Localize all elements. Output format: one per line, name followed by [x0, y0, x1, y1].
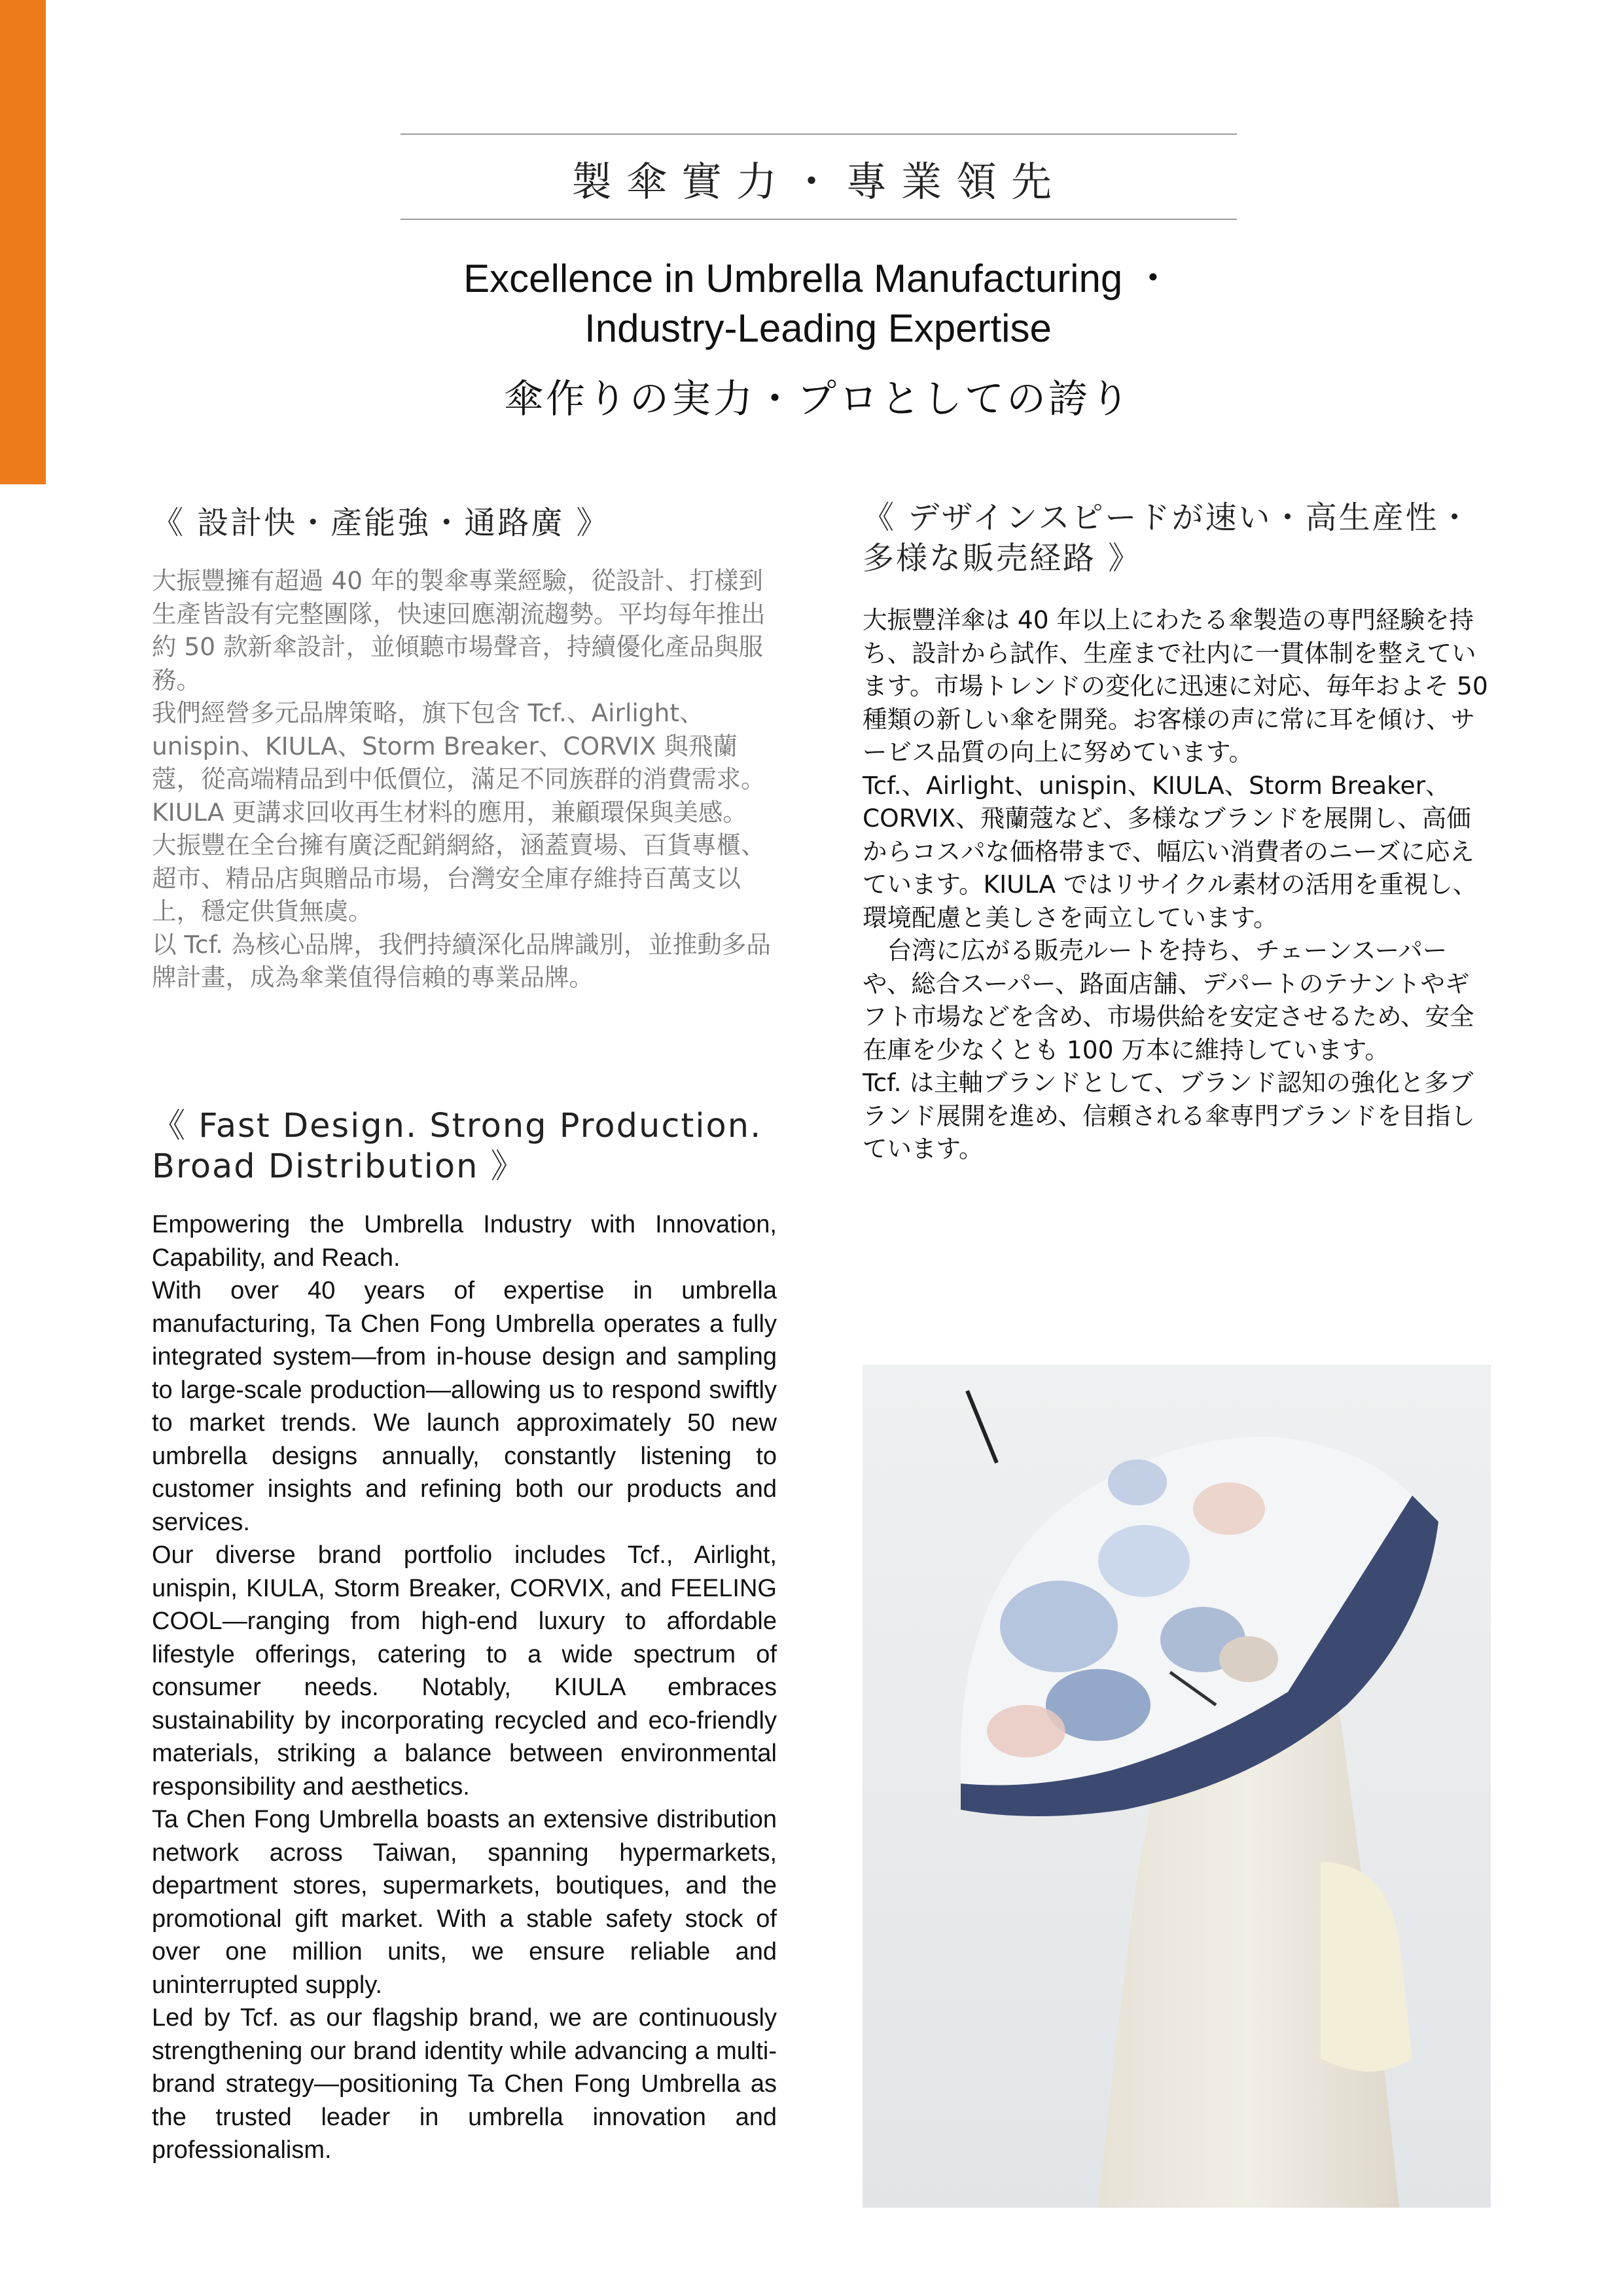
section-heading-zh: 《 設計快・產能強・通路廣 》 [152, 505, 610, 541]
paragraph-en: Ta Chen Fong Umbrella boasts an extensive distribution network across Taiwan, spanning hypermarkets, department stores, supermarkets, boutiques, and the promotional gift market. With a stable safety stock of over one million units, we ensure reliable and uninterrupted supply. [152, 1806, 777, 1999]
page-title-en [366, 254, 1270, 353]
paragraph-en: Our diverse brand portfolio includes Tcf., Airlight, unispin, KIULA, Storm Breaker, CORVIX, and FEELING COOL—ranging from high-end luxury to affordable lifestyle offerings, catering to a wide spectrum of consumer needs. Notably, KIULA embraces sustainability by incorporating recycled and eco-friendly materials, striking a balance between environmental responsibility and aesthetics. [152, 1541, 777, 1801]
title-rule-top [401, 134, 1237, 135]
umbrella-illustration [863, 1365, 1491, 2208]
section-body-zh [152, 564, 777, 994]
umbrella-product-photo [863, 1365, 1491, 2208]
paragraph-en: With over 40 years of expertise in umbrella manufacturing, Ta Chen Fong Umbrella operates a fully integrated system—from in-house design and sampling to large-scale production—allowing us to respond swiftly to market trends. We launch approximately 50 new umbrella designs annually, constantly listening to customer insights and refining both our products and services. [152, 1277, 777, 1536]
page-title-zh: 製傘實力・專業領先 [571, 158, 1066, 206]
paragraph-jp: Tcf. は主軸ブランドとして、ブランド認知の強化と多ブランド展開を進め、信頼される傘専門ブランドを目指しています。 [863, 1068, 1475, 1163]
paragraph-jp: 大振豐洋傘は 40 年以上にわたる傘製造の専門経験を持ち、設計から試作、生産まで社内に一貫体制を整えています。市場トレンドの変化に迅速に対応、毎年およそ 50 種類の新しい傘を開発。お客様の声に常に耳を傾け、サービス品質の向上に努めています。 [863, 605, 1488, 766]
paragraph-zh: 以 Tcf. 為核心品牌，我們持續深化品牌識別，並推動多品牌計畫，成為傘業值得信賴的專業品牌。 [152, 929, 771, 992]
title-rule-bottom [401, 219, 1237, 220]
page-title-jp: 傘作りの実力・プロとしての誇り [504, 376, 1132, 422]
section-body-en [152, 1208, 777, 2167]
paragraph-jp: Tcf.、Airlight、unispin、KIULA、Storm Breaker、CORVIX、飛蘭蔻など、多様なブランドを展開し、高価からコスパな価格帯まで、幅広い消費者のニーズに応えています。KIULA ではリサイクル素材の活用を重視し、環境配慮と美しさを両立しています。 [863, 770, 1478, 932]
paragraph-zh: 大振豐擁有超過 40 年的製傘專業經驗，從設計、打樣到生產皆設有完整團隊，快速回應潮流趨勢。平均每年推出約 50 款新傘設計，並傾聽市場聲音，持續優化產品與服務。 [152, 566, 766, 694]
section-heading-jp: 《 デザインスピードが速い・高生産性・多様な販売経路 》 [863, 499, 1472, 577]
paragraph-jp: 台湾に広がる販売ルートを持ち、チェーンスーパーや、総合スーパー、路面店舗、デパートのテナントやギフト市場などを含め、市場供給を安定させるため、安全在庫を少なくとも 100 万本に維持しています。 [863, 936, 1474, 1064]
paragraph-zh: 我們經營多元品牌策略，旗下包含 Tcf.、Airlight、unispin、KIULA、Storm Breaker、CORVIX 與飛蘭蔻，從高端精品到中低價位，滿足不同族群的消費需求。KIULA 更講求回收再生材料的應用，兼顧環保與美感。 [152, 698, 766, 827]
paragraph-en: Led by Tcf. as our flagship brand, we are continuously strengthening our brand identity while advancing a multi-brand strategy—positioning Ta Chen Fong Umbrella as the trusted leader in umbrella innovation and professionalism. [152, 2004, 777, 2164]
page-title-en-line1: Excellence in Umbrella Manufacturing ・ [463, 257, 1173, 300]
page-title-en-line2: Industry-Leading Expertise [584, 306, 1052, 350]
section-body-jp [863, 603, 1491, 1166]
paragraph-en: Empowering the Umbrella Industry with Innovation, Capability, and Reach. [152, 1211, 777, 1272]
section-heading-en: 《 Fast Design. Strong Production. Broad Distribution 》 [152, 1107, 762, 1186]
orange-accent-bar [0, 0, 46, 484]
paragraph-zh: 大振豐在全台擁有廣泛配銷網絡，涵蓋賣場、百貨專櫃、超市、精品店與贈品市場，台灣安全庫存維持百萬支以上，穩定供貨無虞。 [152, 831, 766, 925]
